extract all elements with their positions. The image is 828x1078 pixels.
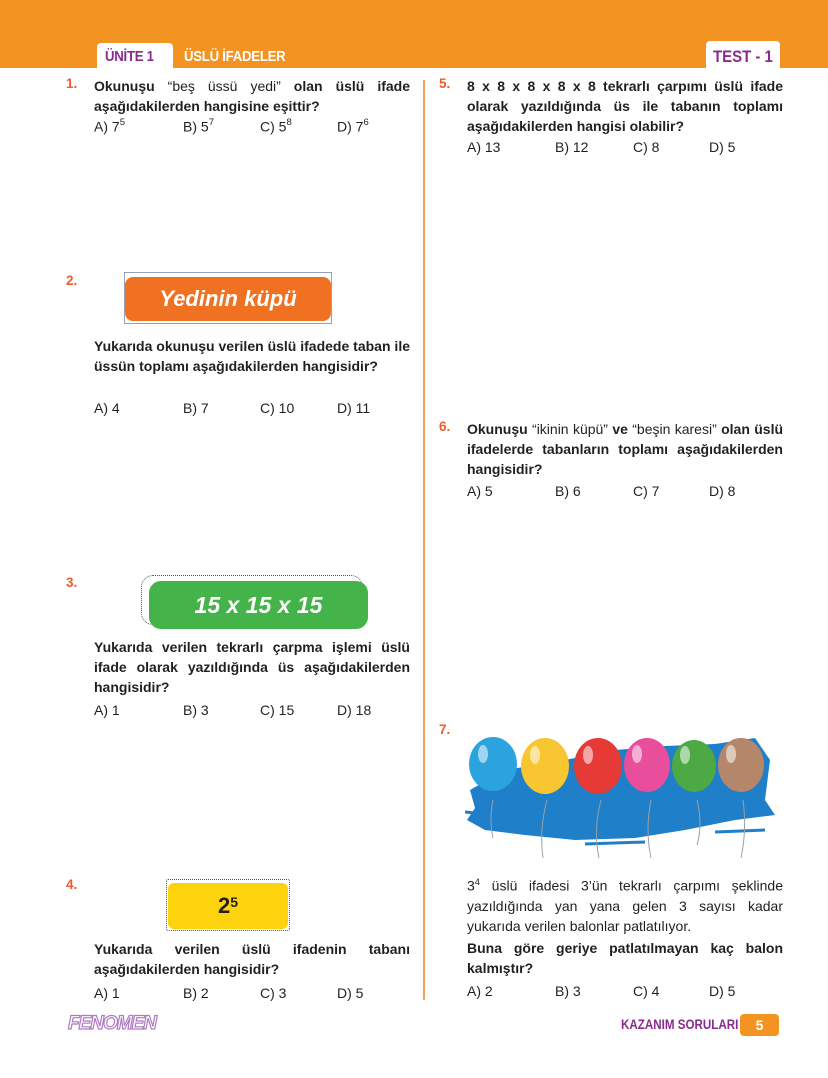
option-c[interactable]: C) 4 [633,983,660,999]
option-a[interactable]: A) 1 [94,985,120,1001]
option-d[interactable]: D) 8 [709,483,736,499]
question-3 [66,575,96,595]
option-b[interactable]: B) 3 [555,983,581,999]
question-text: Yukarıda verilen tekrarlı çarpma işlemi üslü ifade olarak yazıldığında üs aşağıdakilerden hangisidir? [94,639,410,695]
intro-text: üslü ifadesi 3’ün tekrarlı çarpımı şeklinde yazıldığında yan yana gelen 3 sayısı kadar yukarıda verilen balonlar patlatılıyor. [467,877,783,934]
option-a[interactable]: A) 1 [94,702,120,718]
question-5 [439,76,789,166]
question-6 [439,419,789,509]
balloons-image [465,720,785,860]
option-b[interactable]: B) 7 [183,400,209,416]
question-text: 8 x 8 x 8 x 8 x 8 tekrarlı çarpımı üslü ifade olarak yazıldığında üs ile tabanın toplamı aşağıdakilerden hangisi olabilir? [467,78,783,134]
option-exponent: 5 [119,117,125,128]
option-a[interactable]: A) 4 [94,400,120,416]
question-number: 4. [66,877,78,892]
text-part: ve [607,421,633,437]
options [467,483,787,503]
question-number: 2. [66,273,78,288]
options [467,139,787,159]
option-b[interactable]: B) 3 [183,702,209,718]
question-7-body [439,873,789,1008]
question-4-body [66,939,416,1009]
option-d[interactable]: D) 5 [709,139,736,155]
options [467,983,787,1003]
option-c[interactable]: C) 7 [633,483,660,499]
column-divider [423,80,425,1000]
options [94,702,414,722]
option-a[interactable]: A) 2 [467,983,493,999]
expression-badge: 15 x 15 x 15 [149,581,368,629]
test-label: TEST - 1 [713,47,773,66]
intro-exponent: 4 [474,877,481,888]
option-exponent: 8 [286,117,292,128]
badge-base: 2 [217,893,231,918]
option-a[interactable]: A) 13 [467,139,501,155]
question-3-body [66,637,416,727]
options [94,985,414,1005]
option-c[interactable]: C) 15 [260,702,295,718]
option-exponent: 7 [208,117,214,128]
question-intro [467,873,783,936]
option-label: A) 7 [94,118,120,135]
text-part: Okunuşu [467,421,533,437]
question-1 [66,76,416,146]
option-c[interactable] [260,118,292,135]
question-number: 3. [66,575,78,590]
brand-logo: FENOMEN [68,1013,156,1034]
question-4 [66,877,96,897]
option-exponent: 6 [363,117,369,128]
unit-label: ÜNİTE 1 [105,48,154,65]
question-text: Yukarıda verilen üslü ifadenin tabanı aşağıdakilerden hangisidir? [94,941,410,977]
topic-label: ÜSLÜ İFADELER [184,48,286,65]
question-text [467,419,783,479]
option-label: B) 5 [183,118,209,135]
option-label: C) 5 [260,118,287,135]
option-c[interactable]: C) 3 [260,985,287,1001]
option-d[interactable]: D) 5 [337,985,364,1001]
option-b[interactable] [183,118,214,135]
option-d[interactable]: D) 5 [709,983,736,999]
text-part: Okunuşu [94,78,168,94]
question-text: Yukarıda okunuşu verilen üslü ifadede taban ile üssün toplamı aşağıdakilerden hangisidir? [94,338,410,374]
option-c[interactable]: C) 10 [260,400,295,416]
section-label: KAZANIM SORULARI [621,1017,739,1032]
option-label: D) 7 [337,118,364,135]
expression-badge [168,883,288,929]
question-number: 6. [439,419,451,434]
balloons-illustration [465,720,785,860]
options [94,118,414,138]
text-quote: “beşin karesi” [632,421,717,437]
option-b[interactable]: B) 2 [183,985,209,1001]
question-number: 7. [439,722,451,737]
option-a[interactable]: A) 5 [467,483,493,499]
question-number: 5. [439,76,451,91]
option-d[interactable]: D) 11 [337,400,371,416]
options [94,400,414,420]
option-c[interactable]: C) 8 [633,139,660,155]
question-text [94,76,410,116]
text-part: olan üslü ifadelerde tabanların toplamı aşağıdakilerden hangisidir? [467,421,784,477]
question-2-body [66,336,416,426]
option-d[interactable]: D) 18 [337,702,372,718]
question-text: Buna göre geriye patlatılmayan kaç balon kalmıştır? [467,940,783,976]
badge-exponent: 5 [230,894,239,910]
text-part: olan üslü ifade aşağıdakilerden hangisine eşittir? [94,78,411,114]
option-a[interactable] [94,118,125,135]
option-b[interactable]: B) 12 [555,139,589,155]
page-number: 5 [740,1014,779,1036]
expression-badge: Yedinin küpü [125,277,331,321]
intro-base: 3 [467,877,475,894]
option-b[interactable]: B) 6 [555,483,581,499]
option-d[interactable] [337,118,369,135]
text-quote: “ikinin küpü” [532,421,608,437]
question-number: 1. [66,76,78,91]
text-quote: “beş üssü yedi” [167,78,281,94]
